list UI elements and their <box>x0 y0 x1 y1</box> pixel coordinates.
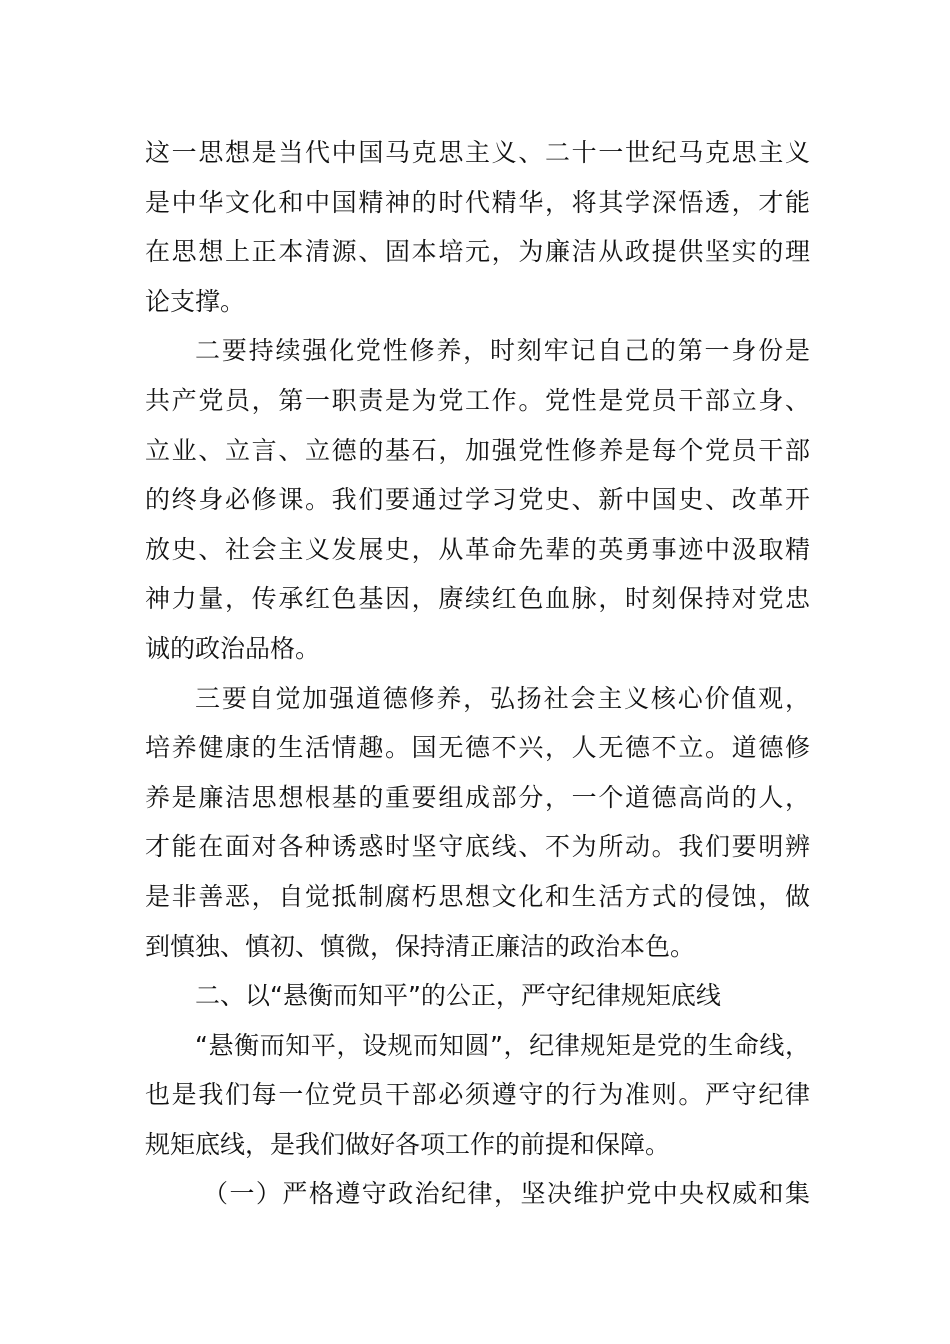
paragraph-first-line: 二要持续强化党性修养，时刻牢记自己的第一身份是 <box>195 336 810 366</box>
document-body <box>145 128 810 1219</box>
subsection-heading: （一）严格遵守政治纪律，坚决维护党中央权威和集 <box>203 1179 810 1209</box>
text-line: 诚的政治品格。 <box>145 633 321 663</box>
text-line: 论支撑。 <box>145 286 246 316</box>
paragraph-first-line: 三要自觉加强道德修养，弘扬社会主义核心价值观， <box>195 683 810 713</box>
text-line: 养是廉洁思想根基的重要组成部分，一个道德高尚的人， <box>145 782 810 812</box>
text-line: 到慎独、慎初、慎微，保持清正廉洁的政治本色。 <box>145 931 696 961</box>
text-line: 是中华文化和中国精神的时代精华，将其学深悟透，才能 <box>145 187 810 217</box>
section-heading: 二、以“悬衡而知平”的公正，严守纪律规矩底线 <box>195 981 721 1011</box>
text-line: 也是我们每一位党员干部必须遵守的行为准则。严守纪律 <box>145 1080 810 1110</box>
text-line: 共产党员，第一职责是为党工作。党性是党员干部立身、 <box>145 385 810 415</box>
text-line: 这一思想是当代中国马克思主义、二十一世纪马克思主义 <box>145 138 810 167</box>
paragraph-first-line: “悬衡而知平，设规而知圆”，纪律规矩是党的生命线， <box>195 1030 810 1060</box>
text-line: 规矩底线，是我们做好各项工作的前提和保障。 <box>145 1129 671 1159</box>
text-line: 培养健康的生活情趣。国无德不兴，人无德不立。道德修 <box>145 733 810 763</box>
text-line: 的终身必修课。我们要通过学习党史、新中国史、改革开 <box>145 485 810 515</box>
text-line: 立业、立言、立德的基石，加强党性修养是每个党员干部 <box>145 435 810 465</box>
text-line: 神力量，传承红色基因，赓续红色血脉，时刻保持对党忠 <box>145 584 810 614</box>
text-line: 放史、社会主义发展史，从革命先辈的英勇事迹中汲取精 <box>145 534 810 564</box>
text-line: 是非善恶，自觉抵制腐朽思想文化和生活方式的侵蚀，做 <box>145 881 810 911</box>
text-line: 在思想上正本清源、固本培元，为廉洁从政提供坚实的理 <box>145 237 810 267</box>
text-line: 才能在面对各种诱惑时坚守底线、不为所动。我们要明辨 <box>145 832 810 862</box>
